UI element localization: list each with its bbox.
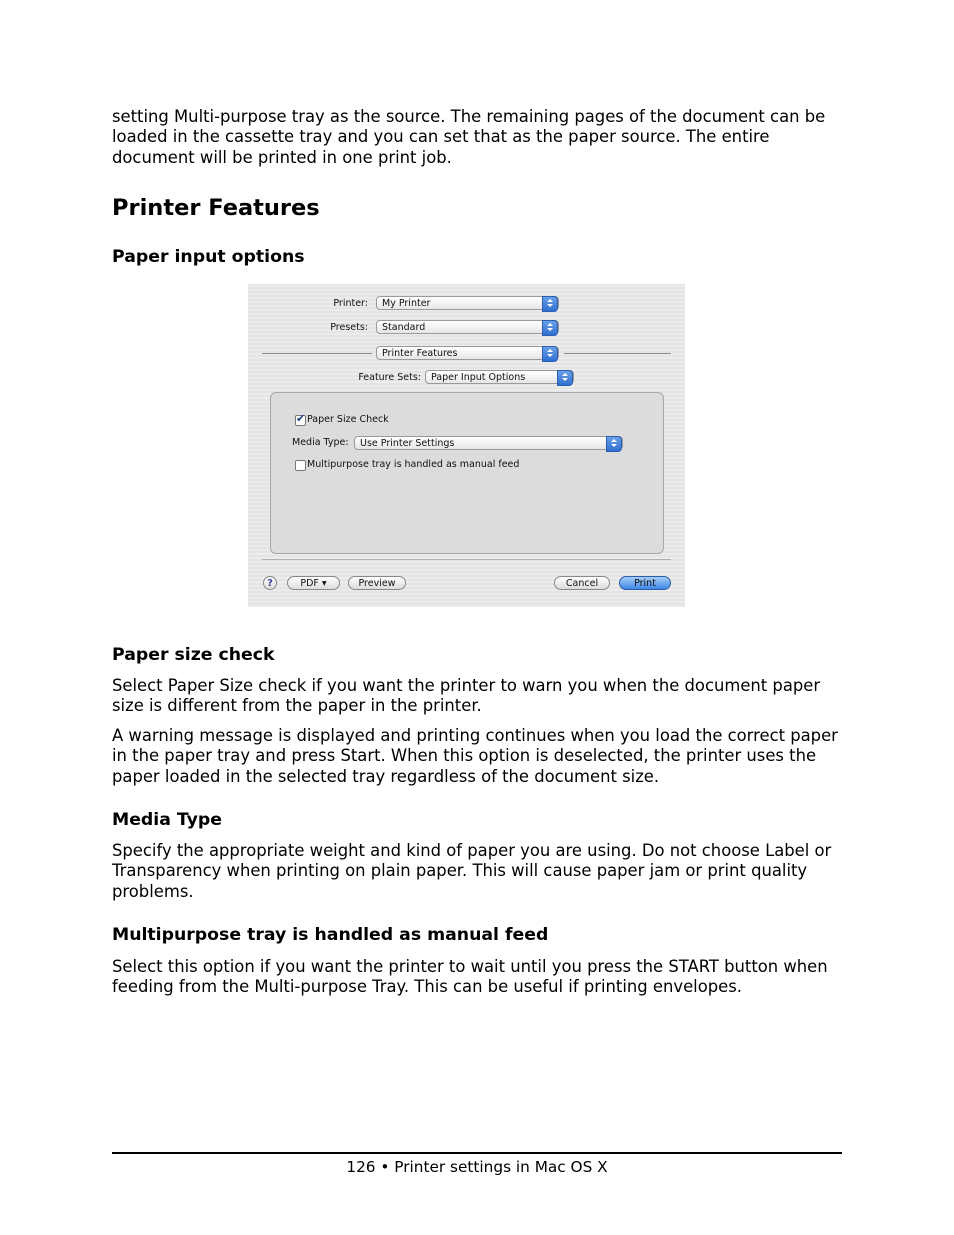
- mp-tray-checkbox[interactable]: [295, 460, 306, 471]
- media-type-heading: Media Type: [112, 810, 222, 830]
- subsection-paper-input-heading: Paper input options: [112, 247, 305, 267]
- section-title: Printer Features: [112, 195, 320, 221]
- media-type-label: Media Type:: [292, 437, 349, 448]
- pdf-button[interactable]: PDF ▾: [287, 576, 340, 590]
- popup-arrows-icon: [606, 436, 622, 452]
- feature-sets-popup[interactable]: [425, 370, 574, 384]
- paper-size-check-label: Paper Size Check: [307, 414, 389, 425]
- page-footer: 126 • Printer settings in Mac OS X: [346, 1158, 608, 1176]
- bottom-divider: [262, 559, 671, 560]
- printer-popup[interactable]: [376, 296, 559, 310]
- print-button[interactable]: Print: [619, 576, 671, 590]
- feature-panel: [270, 392, 664, 554]
- divider-left: [262, 353, 372, 354]
- media-type-para: Specify the appropriate weight and kind of paper you are using. Do not choose Label or Transparency when printing on plain paper. This will cause paper jam or print quality problems.: [112, 841, 832, 901]
- popup-arrows-icon: [542, 320, 558, 336]
- presets-label: Presets:: [330, 322, 368, 333]
- popup-arrows-icon: [542, 296, 558, 312]
- feature-sets-popup-value: Paper Input Options: [431, 372, 526, 383]
- paper-size-check-heading: Paper size check: [112, 645, 275, 665]
- help-button[interactable]: ?: [263, 576, 277, 590]
- pane-popup-value: Printer Features: [382, 348, 458, 359]
- paper-size-check-checkbox[interactable]: [295, 415, 306, 426]
- pane-popup[interactable]: [376, 346, 559, 360]
- printer-popup-value: My Printer: [382, 298, 431, 309]
- intro-paragraph: setting Multi-purpose tray as the source. The remaining pages of the document can be loaded in the cassette tray and you can set that as the paper source. The entire document will be printed in one print job.: [112, 107, 826, 167]
- popup-arrows-icon: [557, 370, 573, 386]
- print-dialog-screenshot: [248, 284, 685, 607]
- paper-size-check-para1: Select Paper Size check if you want the printer to warn you when the document paper size is different from the paper in the printer.: [112, 676, 821, 716]
- printer-label: Printer:: [333, 298, 368, 309]
- cancel-button[interactable]: Cancel: [554, 576, 610, 590]
- mp-tray-heading: Multipurpose tray is handled as manual feed: [112, 925, 549, 945]
- media-type-popup-value: Use Printer Settings: [360, 438, 455, 449]
- mp-tray-para: Select this option if you want the printer to wait until you press the START button when feeding from the Multi-purpose Tray. This can be useful if printing envelopes.: [112, 957, 828, 997]
- presets-popup-value: Standard: [382, 322, 426, 333]
- paper-size-check-para2: A warning message is displayed and printing continues when you load the correct paper in the paper tray and press Start. When this option is deselected, the printer uses the paper loaded in the selected tray regardless of the document size.: [112, 726, 838, 786]
- footer-rule: [112, 1152, 842, 1154]
- presets-popup[interactable]: [376, 320, 559, 334]
- divider-right: [564, 353, 671, 354]
- media-type-popup[interactable]: [354, 436, 623, 450]
- popup-arrows-icon: [542, 346, 558, 362]
- feature-sets-label: Feature Sets:: [358, 372, 421, 383]
- preview-button[interactable]: Preview: [348, 576, 406, 590]
- mp-tray-label: Multipurpose tray is handled as manual feed: [307, 459, 520, 470]
